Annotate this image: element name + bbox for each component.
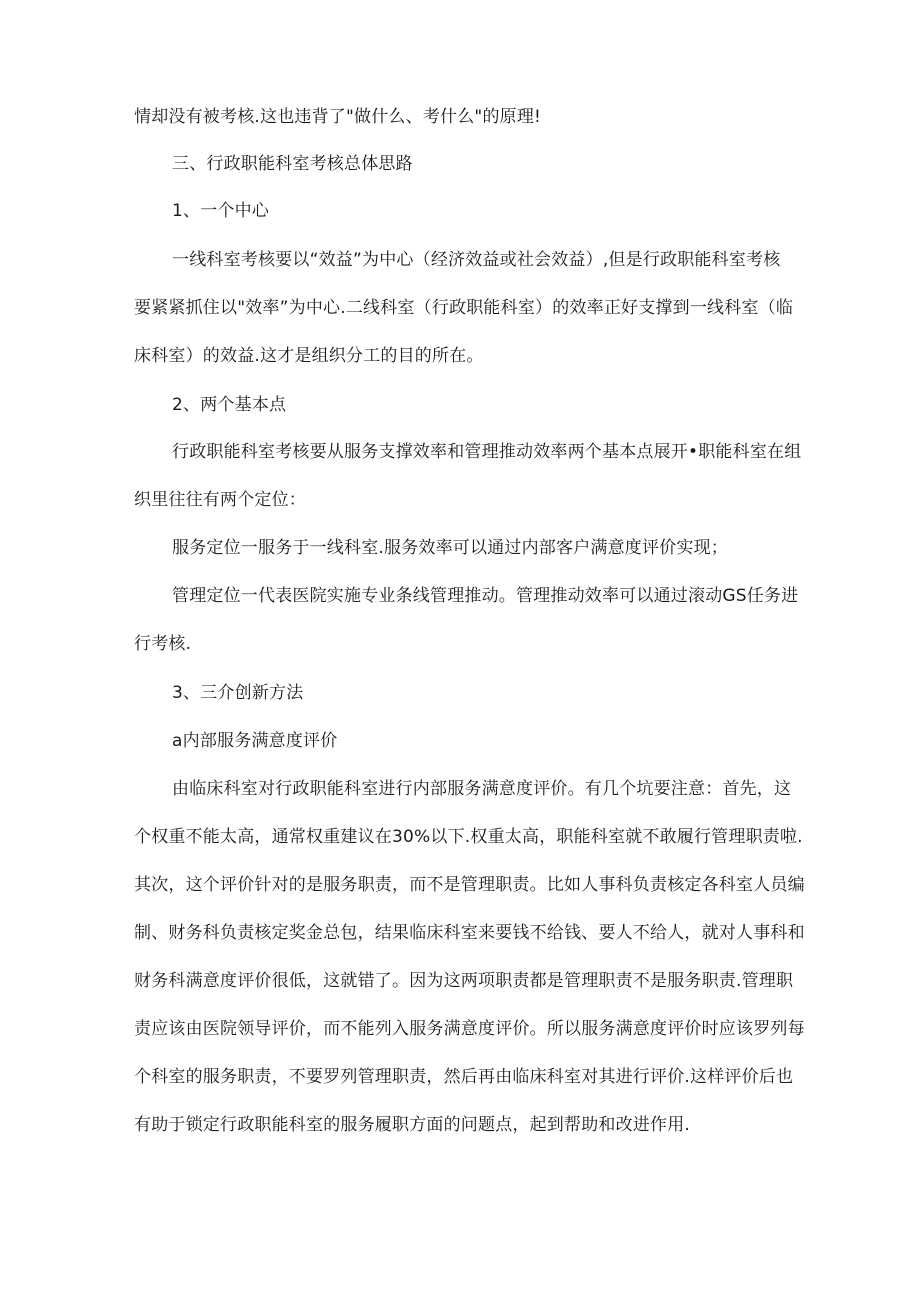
paragraph-line: 织里往往有两个定位： <box>134 490 306 510</box>
paragraph-line: 责应该由医院领导评价，而不能列入服务满意度评价。所以服务满意度评价时应该罗列每 <box>134 1019 805 1039</box>
paragraph-line: 个权重不能太高，通常权重建议在30%以下.权重太高，职能科室就不敢履行管理职责啦. <box>134 827 803 847</box>
paragraph-line: 制、财务科负责核定奖金总包，结果临床科室来要钱不给钱、要人不给人，就对人事科和 <box>134 923 805 943</box>
paragraph-line: 要紧紧抓住以"效率”为中心.二线科室（行政职能科室）的效率正好支撑到一线科室（临 <box>134 298 794 318</box>
paragraph-line: 由临床科室对行政职能科室进行内部服务满意度评价。有几个坑要注意：首先，这 <box>172 779 792 799</box>
paragraph-line: 行政职能科室考核要从服务支撑效率和管理推动效率两个基本点展开•职能科室在组 <box>172 442 802 462</box>
subsection-heading: a内部服务满意度评价 <box>172 731 338 751</box>
paragraph-line: 服务定位一服务于一线科室.服务效率可以通过内部客户满意度评价实现； <box>172 538 729 558</box>
subsection-heading: 1、一个中心 <box>172 201 270 221</box>
paragraph-line: 其次，这个评价针对的是服务职责，而不是管理职责。比如人事科负责核定各科室人员编 <box>134 875 805 895</box>
paragraph-line: 个科室的服务职责，不要罗列管理职责，然后再由临床科室对其进行评价.这样评价后也 <box>134 1067 794 1087</box>
paragraph-line: 管理定位一代表医院实施专业条线管理推动。管理推动效率可以通过滚动GS任务进 <box>172 586 799 606</box>
subsection-heading: 3、三介创新方法 <box>172 683 304 703</box>
subsection-heading: 2、两个基本点 <box>172 395 287 415</box>
paragraph-line: 情却没有被考核.这也违背了"做什么、考什么"的原理! <box>134 107 542 127</box>
paragraph-line: 一线科室考核要以“效益”为中心（经济效益或社会效益）,但是行政职能科室考核 <box>172 250 781 270</box>
section-heading: 三、行政职能科室考核总体思路 <box>172 154 413 174</box>
paragraph-line: 有助于锁定行政职能科室的服务履职方面的问题点，起到帮助和改进作用. <box>134 1115 691 1135</box>
paragraph-line: 财务科满意度评价很低，这就错了。因为这两项职责都是管理职责不是服务职责.管理职 <box>134 971 794 991</box>
paragraph-line: 行考核. <box>134 634 192 654</box>
paragraph-line: 床科室）的效益.这才是组织分工的目的所在。 <box>134 346 484 366</box>
